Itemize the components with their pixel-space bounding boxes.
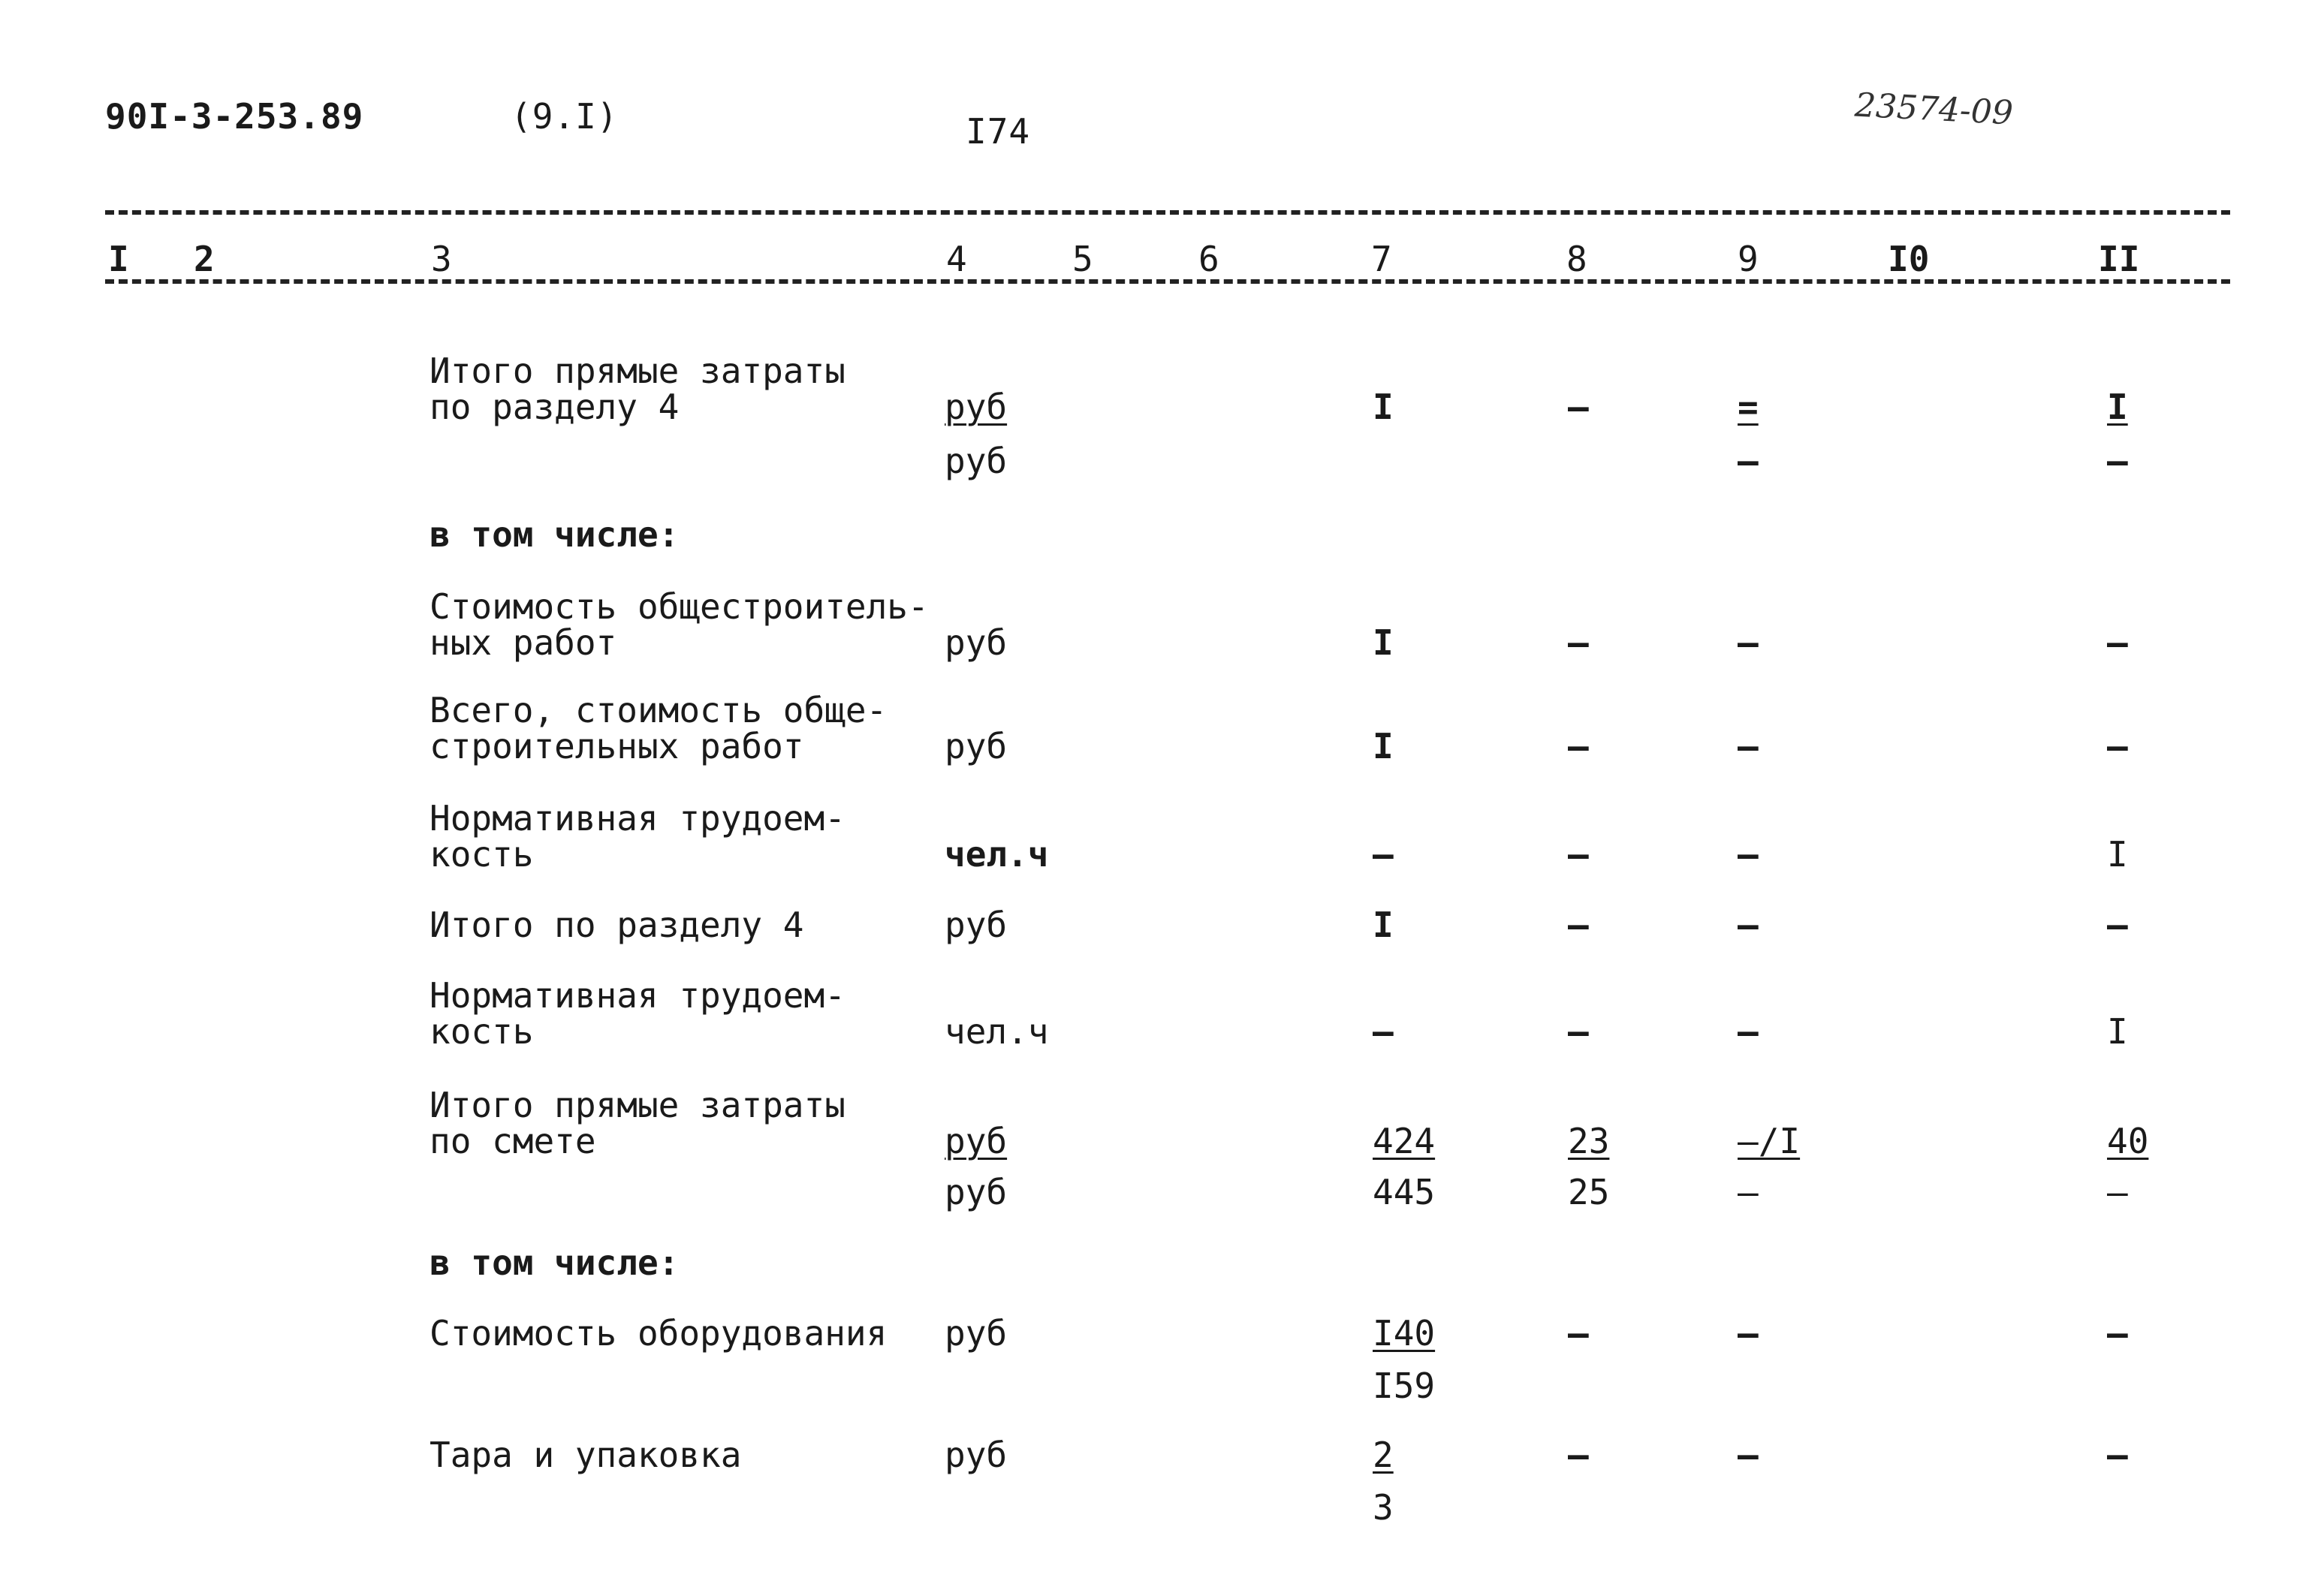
col8-cell: – bbox=[1568, 1435, 1589, 1475]
row-label-line1: Нормативная трудоем- bbox=[430, 798, 846, 839]
col7-cell: I bbox=[1373, 726, 1394, 766]
row-label-line1: Итого прямые затраты bbox=[430, 1085, 846, 1125]
row-label-line1: Тара и упаковка bbox=[430, 1435, 742, 1475]
col7-cell: I bbox=[1373, 905, 1394, 945]
col7-cell: I bbox=[1373, 387, 1394, 427]
col7-cell: 2 bbox=[1373, 1435, 1394, 1475]
col7-cell-lower: 3 bbox=[1373, 1487, 1394, 1528]
section-code: (9.I) bbox=[511, 96, 619, 137]
column-header-7: 7 bbox=[1368, 239, 1395, 279]
col7-cell-lower: 445 bbox=[1373, 1172, 1436, 1212]
row-label-line2: по разделу 4 bbox=[430, 387, 680, 427]
col9-cell: – bbox=[1738, 1011, 1759, 1052]
col11-cell: – bbox=[2107, 1435, 2128, 1475]
col8-cell: – bbox=[1568, 1313, 1589, 1354]
unit-cell: руб bbox=[945, 726, 1008, 766]
col9-cell: – bbox=[1738, 1435, 1759, 1475]
row-label-line2: строительных работ bbox=[430, 726, 804, 766]
col11-cell: – bbox=[2107, 726, 2128, 766]
column-header-4: 4 bbox=[943, 239, 970, 279]
col7-cell-lower: I59 bbox=[1373, 1366, 1436, 1406]
column-header-5: 5 bbox=[1069, 239, 1096, 279]
col11-cell: I bbox=[2107, 1011, 2128, 1052]
col7-cell: 424 bbox=[1373, 1121, 1436, 1161]
row-label-line1: Итого по разделу 4 bbox=[430, 905, 804, 945]
unit-cell: руб bbox=[945, 1435, 1008, 1475]
row-label-line1: Стоимость общестроитель- bbox=[430, 586, 929, 627]
column-dashed-rule bbox=[105, 279, 2230, 284]
col11-cell: – bbox=[2107, 622, 2128, 663]
col8-cell: – bbox=[1568, 1011, 1589, 1052]
subsection-label: в том числе: bbox=[430, 1242, 680, 1283]
row-label-line2: ных работ bbox=[430, 622, 617, 663]
col11-cell: 40 bbox=[2107, 1121, 2149, 1161]
col9-cell: – bbox=[1738, 622, 1759, 663]
col8-cell: – bbox=[1568, 726, 1589, 766]
column-header-11: II bbox=[2095, 239, 2142, 279]
document-code: 90I-3-253.89 bbox=[105, 96, 364, 137]
col7-cell: – bbox=[1373, 1011, 1394, 1052]
col11-cell: – bbox=[2107, 905, 2128, 945]
col9-cell: – bbox=[1738, 1313, 1759, 1354]
unit-cell: руб bbox=[945, 622, 1008, 663]
unit-cell-lower: руб bbox=[945, 1172, 1008, 1212]
col8-cell: – bbox=[1568, 905, 1589, 945]
column-header-6: 6 bbox=[1195, 239, 1222, 279]
unit-cell: чел.ч bbox=[945, 1011, 1049, 1052]
col9-cell-lower: – bbox=[1738, 1172, 1759, 1212]
top-dashed-rule bbox=[105, 210, 2230, 215]
column-header-1: I bbox=[105, 239, 132, 279]
unit-cell: руб bbox=[945, 1313, 1008, 1354]
col7-cell: I bbox=[1373, 622, 1394, 663]
unit-cell-lower: руб bbox=[945, 441, 1008, 481]
col11-cell: I bbox=[2107, 834, 2128, 875]
row-label-line1: Итого прямые затраты bbox=[430, 351, 846, 391]
col9-cell: – bbox=[1738, 834, 1759, 875]
col9-cell: = bbox=[1738, 387, 1759, 427]
page-number: I74 bbox=[966, 111, 1031, 152]
row-label-line1: Стоимость оборудования bbox=[430, 1313, 888, 1354]
unit-cell: чел.ч bbox=[945, 834, 1049, 875]
column-header-9: 9 bbox=[1735, 239, 1762, 279]
row-label-line2: по смете bbox=[430, 1121, 596, 1161]
row-label-line2: кость bbox=[430, 834, 534, 875]
col8-cell: – bbox=[1568, 387, 1589, 427]
unit-cell: руб bbox=[945, 387, 1008, 427]
col9-cell: –/I bbox=[1738, 1121, 1801, 1161]
column-header-8: 8 bbox=[1563, 239, 1590, 279]
col11-cell: – bbox=[2107, 1313, 2128, 1354]
row-label-line1: Нормативная трудоем- bbox=[430, 975, 846, 1016]
col11-cell-lower: – bbox=[2107, 441, 2128, 481]
column-header-10: I0 bbox=[1885, 239, 1932, 279]
col8-cell-lower: 25 bbox=[1568, 1172, 1610, 1212]
col11-cell: I bbox=[2107, 387, 2128, 427]
col7-cell: – bbox=[1373, 834, 1394, 875]
col8-cell: – bbox=[1568, 622, 1589, 663]
col7-cell: I40 bbox=[1373, 1313, 1436, 1354]
inventory-number: 23574-09 bbox=[1853, 86, 2015, 133]
column-header-3: 3 bbox=[428, 239, 455, 279]
unit-cell: руб bbox=[945, 905, 1008, 945]
col11-cell-lower: – bbox=[2107, 1172, 2128, 1212]
col9-cell: – bbox=[1738, 905, 1759, 945]
row-label-line2: кость bbox=[430, 1011, 534, 1052]
row-label-line1: Всего, стоимость обще- bbox=[430, 690, 888, 730]
col8-cell: 23 bbox=[1568, 1121, 1610, 1161]
subsection-label: в том числе: bbox=[430, 514, 680, 555]
col8-cell: – bbox=[1568, 834, 1589, 875]
column-header-2: 2 bbox=[191, 239, 218, 279]
col9-cell: – bbox=[1738, 726, 1759, 766]
unit-cell: руб bbox=[945, 1121, 1008, 1161]
col9-cell-lower: – bbox=[1738, 441, 1759, 481]
